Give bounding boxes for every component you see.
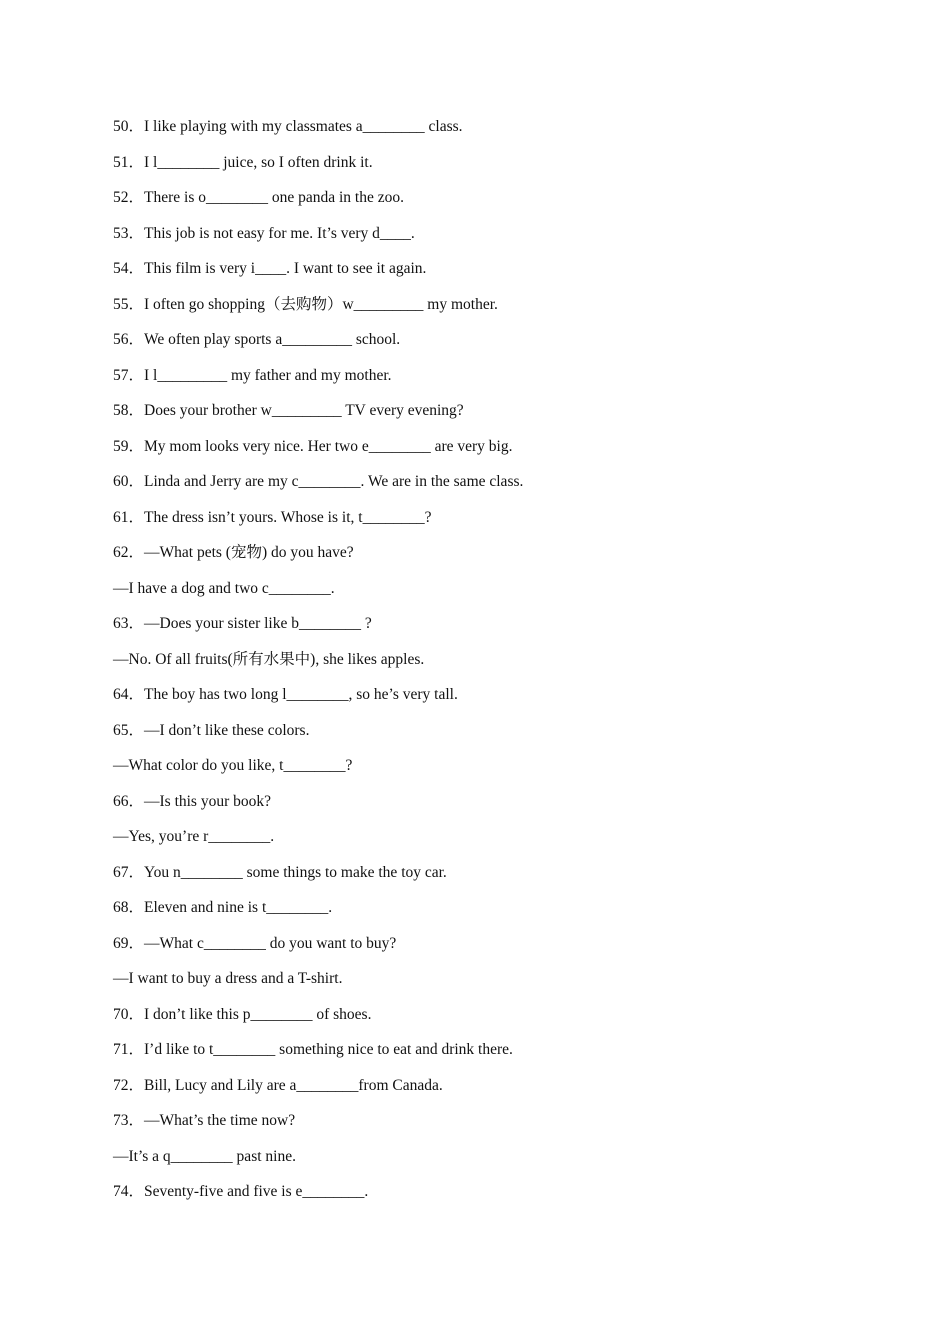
exercise-line: 56．We often play sports a_________ school. — [113, 331, 401, 348]
exercise-line: —What color do you like, t________? — [113, 757, 353, 774]
exercise-line: 61．The dress isn’t yours. Whose is it, t________? — [113, 508, 432, 526]
exercise-line: 50．I like playing with my classmates a________ class. — [113, 118, 463, 135]
exercise-line: —Yes, you’re r________. — [113, 828, 275, 845]
exercise-line: 69．—What c________ do you want to buy? — [113, 934, 397, 952]
exercise-line: 74．Seventy-five and five is e________. — [113, 1183, 369, 1200]
exercise-line: 63．—Does your sister like b________ ? — [113, 615, 372, 632]
exercise-line: 70．I don’t like this p________ of shoes. — [113, 1005, 372, 1023]
exercise-line: 54．This film is very i____. I want to see it again. — [113, 260, 427, 277]
exercise-line: 66．—Is this your book? — [113, 792, 272, 810]
exercise-line: 51．I l________ juice, so I often drink it. — [113, 153, 373, 171]
exercise-line: 65．—I don’t like these colors. — [113, 721, 310, 739]
exercise-line: 59．My mom looks very nice. Her two e________ are very big. — [113, 437, 513, 455]
exercise-line: 62．—What pets (宠物) do you have? — [113, 544, 354, 561]
exercise-line: 67．You n________ some things to make the toy car. — [113, 863, 447, 881]
exercise-line: 58．Does your brother w_________ TV every evening? — [113, 402, 464, 419]
exercise-line: 60．Linda and Jerry are my c________. We are in the same class. — [113, 473, 524, 490]
exercise-line: —No. Of all fruits(所有水果中), she likes apples. — [113, 650, 425, 668]
exercise-line: —It’s a q________ past nine. — [113, 1147, 296, 1165]
exercise-line: 53．This job is not easy for me. It’s very d____. — [113, 224, 415, 242]
exercise-list — [113, 115, 873, 1216]
exercise-line: 71．I’d like to t________ something nice to eat and drink there. — [113, 1041, 513, 1058]
exercise-line: 52．There is o________ one panda in the zoo. — [113, 189, 404, 206]
exercise-line: 55．I often go shopping（去购物）w_________ my mother. — [113, 295, 498, 313]
exercise-line: 57．I l_________ my father and my mother. — [113, 366, 392, 384]
exercise-line: —I have a dog and two c________. — [113, 579, 335, 597]
exercise-line: 72．Bill, Lucy and Lily are a________from Canada. — [113, 1076, 443, 1094]
exercise-line: 64．The boy has two long l________, so he’s very tall. — [113, 686, 458, 703]
exercise-line: —I want to buy a dress and a T-shirt. — [113, 970, 343, 987]
exercise-line: 68．Eleven and nine is t________. — [113, 899, 333, 916]
exercise-line: 73．—What’s the time now? — [113, 1112, 296, 1129]
